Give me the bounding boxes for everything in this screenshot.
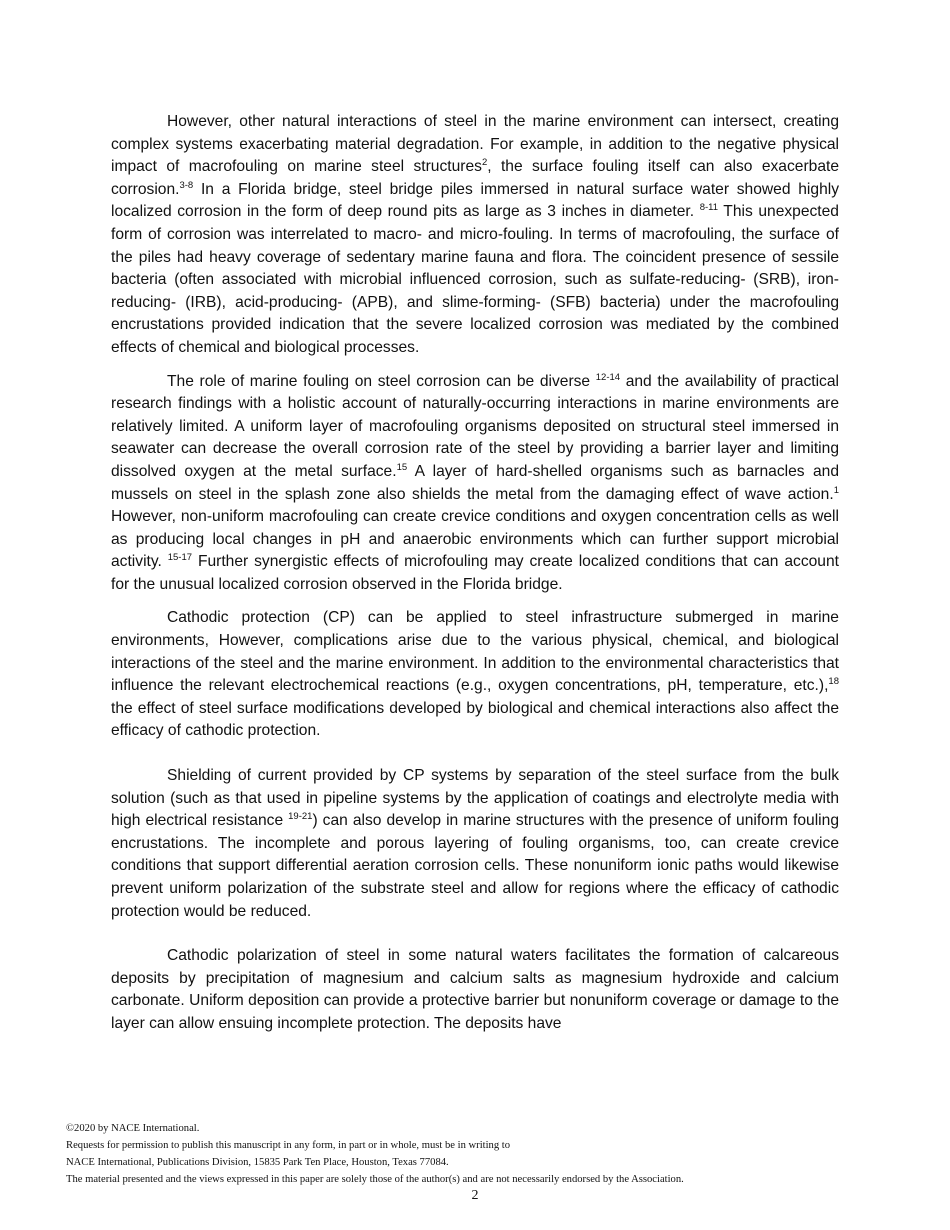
citation: 8-11: [699, 202, 718, 214]
citation: 3-8: [179, 179, 194, 191]
paragraph-text: In a Florida bridge, steel bridge piles immersed in natural surface water showed highly localized corrosion in the form of deep round pits as large as 3 inches in diameter.: [111, 180, 839, 221]
paragraph-5: [111, 945, 839, 1035]
paragraph-text: A layer of hard-shelled organisms such as barnacles and mussels on steel in the splash zone also shields the metal from the damaging effect of wave action.: [111, 462, 839, 503]
footer-copyright: ©2020 by NACE International.: [66, 1123, 200, 1134]
body-text: [111, 111, 839, 1036]
footer-permission: Requests for permission to publish this manuscript in any form, in part or in whole, must be in writing to: [66, 1140, 511, 1151]
citation: 19-21: [288, 811, 313, 823]
citation: 1: [833, 484, 839, 496]
footer-disclaimer: The material presented and the views expressed in this paper are solely those of the author(s) and are not necessarily endorsed by the Association.: [66, 1174, 684, 1185]
citation: 12-14: [595, 371, 621, 383]
citation: 15: [396, 461, 408, 473]
paragraph-2: [111, 371, 839, 597]
citation: 18: [828, 676, 839, 688]
citation: 15-17: [167, 552, 193, 564]
paragraph-1: [111, 111, 839, 360]
page-number: 2: [471, 1188, 479, 1203]
citation: 2: [481, 157, 488, 169]
footer-address: NACE International, Publications Division, 15835 Park Ten Place, Houston, Texas 77084.: [66, 1157, 449, 1168]
paragraph-text: However, other natural interactions of steel in the marine environment can intersect, creating complex systems exacerbating material degradation. For example, in addition to the negative physical impact of macrofouling on marine steel structures: [111, 113, 839, 176]
paragraph-text: Cathodic protection (CP) can be applied to steel infrastructure submerged in marine environments, However, complications arise due to the various physical, chemical, and biological interactions of the steel and the marine environment. In addition to the environmental characteristics that influence the relevant electrochemical reactions (e.g., oxygen concentrations, pH, temperature, etc.),: [111, 609, 839, 695]
paragraph-text: and the availability of practical research findings with a holistic account of naturally-occurring interactions in marine environments are relatively limited. A uniform layer of macrofouling organisms deposited on structural steel immersed in seawater can decrease the overall corrosion rate of the steel by providing a barrier layer and limiting dissolved oxygen at the metal surface.: [111, 372, 839, 480]
paragraph-text: Shielding of current provided by CP systems by separation of the steel surface from the bulk solution (such as that used in pipeline systems by the application of coatings and electrolyte media with high electrical resistance: [111, 767, 839, 830]
footer: [66, 1120, 886, 1188]
paragraph-text: , the surface fouling itself can also exacerbate corrosion.: [111, 158, 839, 198]
paragraph-text: Cathodic polarization of steel in some natural waters facilitates the formation of calcareous deposits by precipitation of magnesium and calcium salts as magnesium hydroxide and calcium carbonate. Uniform deposition can provide a protective barrier but nonuniform coverage or damage to the layer can allow ensuing incomplete protection. The deposits have: [111, 947, 839, 1032]
paragraph-text: However, non-uniform macrofouling can create crevice conditions and oxygen concentration cells as well as producing local changes in pH and anaerobic environments which can further support microbial activity.: [111, 508, 839, 571]
paragraph-text: ) can also develop in marine structures with the presence of uniform fouling encrustations. The incomplete and porous layering of fouling organisms, too, can create crevice conditions that support differential aeration corrosion cells. These nonuniform ionic paths would likewise prevent uniform polarization of the substrate steel and allow for regions where the efficacy of cathodic protection would be reduced.: [111, 812, 839, 920]
paragraph-text: Further synergistic effects of microfouling may create localized conditions that can account for the unusual localized corrosion observed in the Florida bridge.: [111, 553, 839, 593]
paragraph-4: [111, 765, 839, 923]
paragraph-text: This unexpected form of corrosion was interrelated to macro- and micro-fouling. In terms of macrofouling, the surface of the piles had heavy coverage of sedentary marine fauna and flora. The coincident presence of sessile bacteria (often associated with microbial influenced corrosion, such as sulfate-reducing- (SRB), iron-reducing- (IRB), acid-producing- (APB), and slime-forming- (SFB) bacteria) under the macrofouling encrustations provided indication that the severe localized corrosion was mediated by the combined effects of chemical and biological processes.: [111, 203, 839, 356]
paragraph-text: the effect of steel surface modifications developed by biological and chemical interactions also affect the efficacy of cathodic protection.: [111, 699, 839, 740]
paragraph-3: [111, 607, 839, 743]
paragraph-text: The role of marine fouling on steel corrosion can be diverse: [167, 372, 596, 390]
